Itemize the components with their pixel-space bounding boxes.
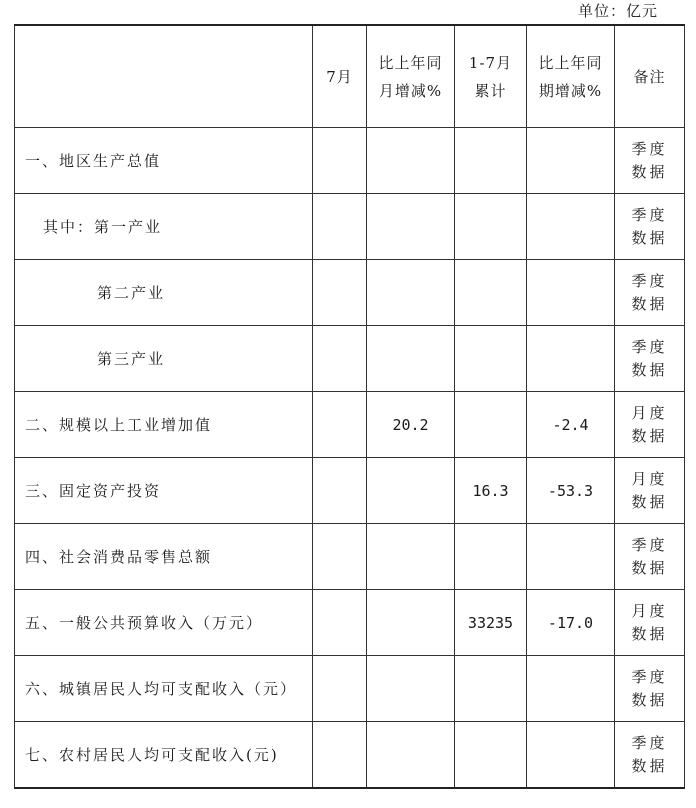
table-row bbox=[15, 524, 685, 590]
row-cumulative-value bbox=[455, 194, 527, 260]
table-row bbox=[15, 194, 685, 260]
row-note bbox=[615, 194, 685, 260]
statistics-table bbox=[14, 24, 685, 789]
header-cumulative-change-line2: 期增减% bbox=[538, 81, 603, 100]
row-month-change bbox=[367, 260, 455, 326]
header-cumulative bbox=[455, 25, 527, 128]
header-note: 备注 bbox=[615, 25, 685, 128]
row-note-line1: 月度 bbox=[631, 601, 668, 620]
row-note-line2: 数据 bbox=[631, 624, 668, 643]
row-note-line2: 数据 bbox=[631, 492, 668, 511]
row-month-value bbox=[313, 722, 367, 789]
row-cumulative-change bbox=[527, 260, 615, 326]
row-name: 七、农村居民人均可支配收入(元) bbox=[15, 722, 313, 789]
row-month-value bbox=[313, 194, 367, 260]
table-row bbox=[15, 128, 685, 194]
header-cumulative-change bbox=[527, 25, 615, 128]
row-name: 四、社会消费品零售总额 bbox=[15, 524, 313, 590]
unit-label: 单位：亿元 bbox=[577, 2, 658, 20]
row-cumulative-value bbox=[455, 656, 527, 722]
row-month-change bbox=[367, 656, 455, 722]
header-cumulative-change-line1: 比上年同 bbox=[538, 53, 603, 72]
header-cumulative-line2: 累计 bbox=[474, 81, 507, 100]
row-cumulative-value: 33235 bbox=[455, 590, 527, 656]
table-row bbox=[15, 326, 685, 392]
row-month-change bbox=[367, 722, 455, 789]
row-note-line1: 季度 bbox=[631, 667, 668, 686]
row-name: 六、城镇居民人均可支配收入（元） bbox=[15, 656, 313, 722]
row-note-line2: 数据 bbox=[631, 426, 668, 445]
header-item-name bbox=[15, 25, 313, 128]
row-name: 一、地区生产总值 bbox=[15, 128, 313, 194]
table-row bbox=[15, 458, 685, 524]
row-cumulative-value bbox=[455, 722, 527, 789]
row-note-line1: 季度 bbox=[631, 733, 668, 752]
row-cumulative-value bbox=[455, 392, 527, 458]
header-month-change bbox=[367, 25, 455, 128]
table-row bbox=[15, 392, 685, 458]
row-month-value bbox=[313, 128, 367, 194]
row-month-value bbox=[313, 392, 367, 458]
row-note-line1: 季度 bbox=[631, 205, 668, 224]
header-month: 7月 bbox=[313, 25, 367, 128]
row-note bbox=[615, 458, 685, 524]
table-row bbox=[15, 590, 685, 656]
table-header-row bbox=[15, 25, 685, 128]
row-note-line1: 月度 bbox=[631, 469, 668, 488]
row-cumulative-value bbox=[455, 326, 527, 392]
row-note bbox=[615, 656, 685, 722]
row-cumulative-change: -53.3 bbox=[527, 458, 615, 524]
row-note-line1: 季度 bbox=[631, 535, 668, 554]
header-month-change-line1: 比上年同 bbox=[378, 53, 443, 72]
row-month-value bbox=[313, 260, 367, 326]
row-name: 五、一般公共预算收入（万元） bbox=[15, 590, 313, 656]
row-note-line2: 数据 bbox=[631, 756, 668, 775]
row-note-line2: 数据 bbox=[631, 360, 668, 379]
row-note-line1: 季度 bbox=[631, 139, 668, 158]
row-cumulative-change: -17.0 bbox=[527, 590, 615, 656]
row-note bbox=[615, 260, 685, 326]
row-cumulative-value bbox=[455, 128, 527, 194]
row-note-line1: 季度 bbox=[631, 271, 668, 290]
row-month-value bbox=[313, 590, 367, 656]
row-note-line2: 数据 bbox=[631, 228, 668, 247]
header-cumulative-line1: 1-7月 bbox=[468, 53, 513, 72]
row-cumulative-change bbox=[527, 656, 615, 722]
row-month-change bbox=[367, 458, 455, 524]
row-note-line2: 数据 bbox=[631, 162, 668, 181]
row-month-change bbox=[367, 326, 455, 392]
row-cumulative-value bbox=[455, 260, 527, 326]
row-cumulative-change bbox=[527, 128, 615, 194]
row-cumulative-change bbox=[527, 326, 615, 392]
row-month-value bbox=[313, 656, 367, 722]
row-cumulative-value: 16.3 bbox=[455, 458, 527, 524]
row-name: 第三产业 bbox=[15, 326, 313, 392]
row-month-value bbox=[313, 326, 367, 392]
row-cumulative-change: -2.4 bbox=[527, 392, 615, 458]
row-note-line1: 季度 bbox=[631, 337, 668, 356]
row-note bbox=[615, 722, 685, 789]
row-month-value bbox=[313, 458, 367, 524]
row-note bbox=[615, 524, 685, 590]
row-month-change: 20.2 bbox=[367, 392, 455, 458]
row-month-change bbox=[367, 128, 455, 194]
row-cumulative-change bbox=[527, 194, 615, 260]
row-note bbox=[615, 326, 685, 392]
header-month-change-line2: 月增减% bbox=[378, 81, 443, 100]
row-month-change bbox=[367, 194, 455, 260]
row-note-line2: 数据 bbox=[631, 558, 668, 577]
row-note bbox=[615, 590, 685, 656]
row-month-value bbox=[313, 524, 367, 590]
row-month-change bbox=[367, 524, 455, 590]
row-cumulative-value bbox=[455, 524, 527, 590]
row-name: 第二产业 bbox=[15, 260, 313, 326]
row-note-line1: 月度 bbox=[631, 403, 668, 422]
table-row bbox=[15, 260, 685, 326]
row-month-change bbox=[367, 590, 455, 656]
row-cumulative-change bbox=[527, 722, 615, 789]
table-row bbox=[15, 656, 685, 722]
row-name: 其中：第一产业 bbox=[15, 194, 313, 260]
row-name: 二、规模以上工业增加值 bbox=[15, 392, 313, 458]
row-name: 三、固定资产投资 bbox=[15, 458, 313, 524]
row-note-line2: 数据 bbox=[631, 294, 668, 313]
table-row bbox=[15, 722, 685, 789]
row-note bbox=[615, 128, 685, 194]
row-note-line2: 数据 bbox=[631, 690, 668, 709]
row-cumulative-change bbox=[527, 524, 615, 590]
row-note bbox=[615, 392, 685, 458]
